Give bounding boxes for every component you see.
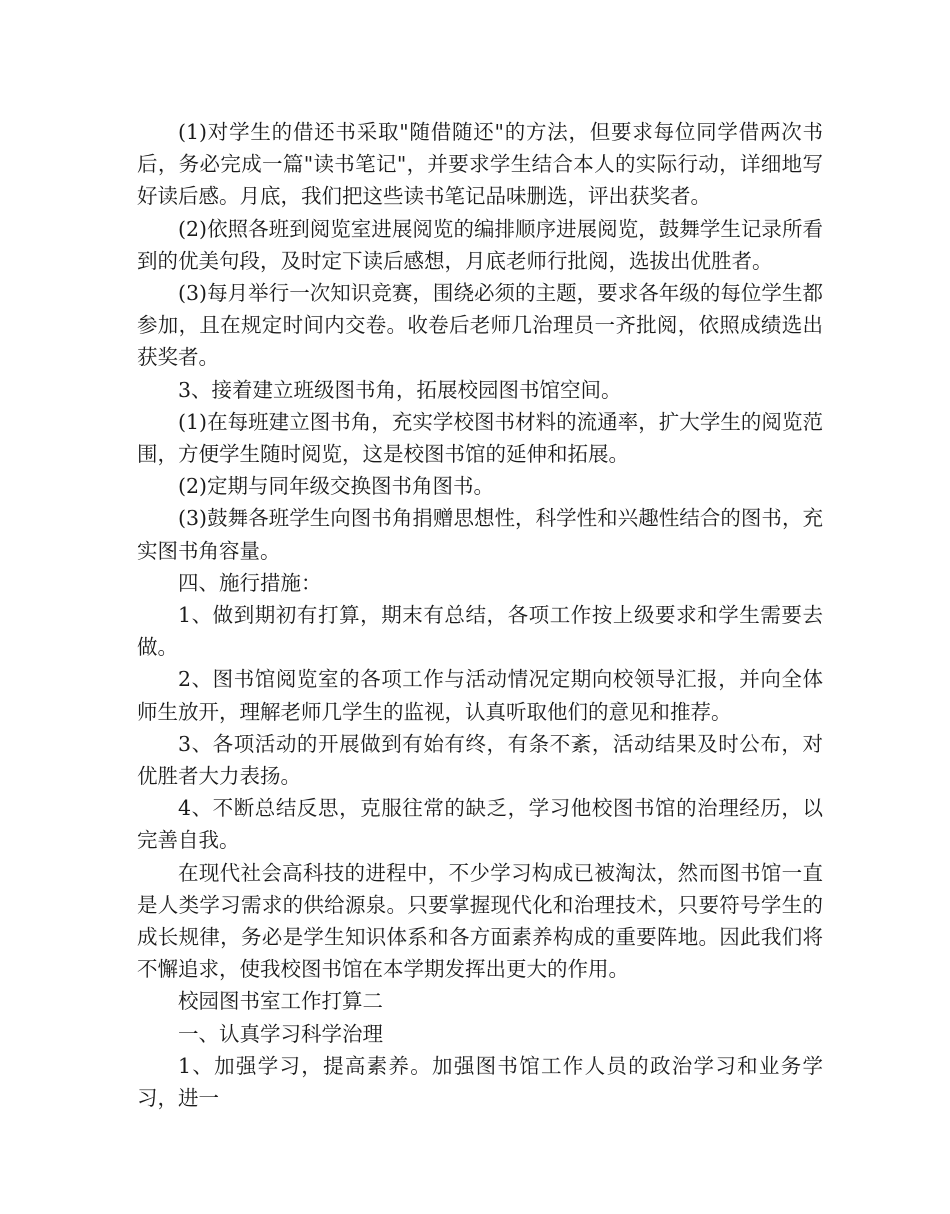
paragraph: 4、不断总结反思，克服往常的缺乏，学习他校图书馆的治理经历，以完善自我。 (137, 796, 823, 853)
document-title: 校园图书室工作打算二 (178, 989, 383, 1014)
paragraph: (2)定期与同年级交换图书角图书。 (178, 474, 495, 499)
paragraph: (2)依照各班到阅览室进展阅览的编排顺序进展阅览，鼓舞学生记录所看到的优美句段，及时定下读后感想，月底老师行批阅，选拔出优胜者。 (137, 216, 823, 273)
section-heading: 四、施行措施： (178, 570, 322, 595)
paragraph: (1)对学生的借还书采取"随借随还"的方法，但要求每位同学借两次书后，务必完成一篇"读书笔记"，并要求学生结合本人的实际行动，详细地写好读后感。月底，我们把这些读书笔记品味删选，评出获奖者。 (137, 120, 823, 209)
paragraph: 1、做到期初有打算，期末有总结，各项工作按上级要求和学生需要去做。 (137, 603, 823, 660)
document-body (137, 116, 823, 1114)
paragraph: (3)鼓舞各班学生向图书角捐赠思想性，科学性和兴趣性结合的图书，充实图书角容量。 (137, 506, 823, 563)
paragraph: 在现代社会高科技的进程中，不少学习构成已被淘汰，然而图书馆一直是人类学习需求的供给源泉。只要掌握现代化和治理技术，只要符号学生的成长规律，务必是学生知识体系和各方面素养构成的重要阵地。因此我们将不懈追求，使我校图书馆在本学期发挥出更大的作用。 (137, 860, 823, 982)
paragraph: (1)在每班建立图书角，充实学校图书材料的流通率，扩大学生的阅览范围，方便学生随时阅览，这是校图书馆的延伸和拓展。 (137, 409, 823, 467)
paragraph: (3)每月举行一次知识竞赛，围绕必须的主题，要求各年级的每位学生都参加，且在规定时间内交卷。收卷后老师几治理员一齐批阅，依照成绩选出获奖者。 (137, 281, 823, 370)
paragraph: 2、图书馆阅览室的各项工作与活动情况定期向校领导汇报，并向全体师生放开，理解老师几学生的监视，认真听取他们的意见和推荐。 (137, 667, 823, 724)
section-heading: 一、认真学习科学治理 (178, 1021, 383, 1046)
paragraph: 3、接着建立班级图书角，拓展校园图书馆空间。 (178, 377, 622, 402)
paragraph: 3、各项活动的开展做到有始有终，有条不紊，活动结果及时公布，对优胜者大力表扬。 (137, 731, 823, 789)
paragraph: 1、加强学习，提高素养。加强图书馆工作人员的政治学习和业务学习，进一 (137, 1053, 823, 1111)
